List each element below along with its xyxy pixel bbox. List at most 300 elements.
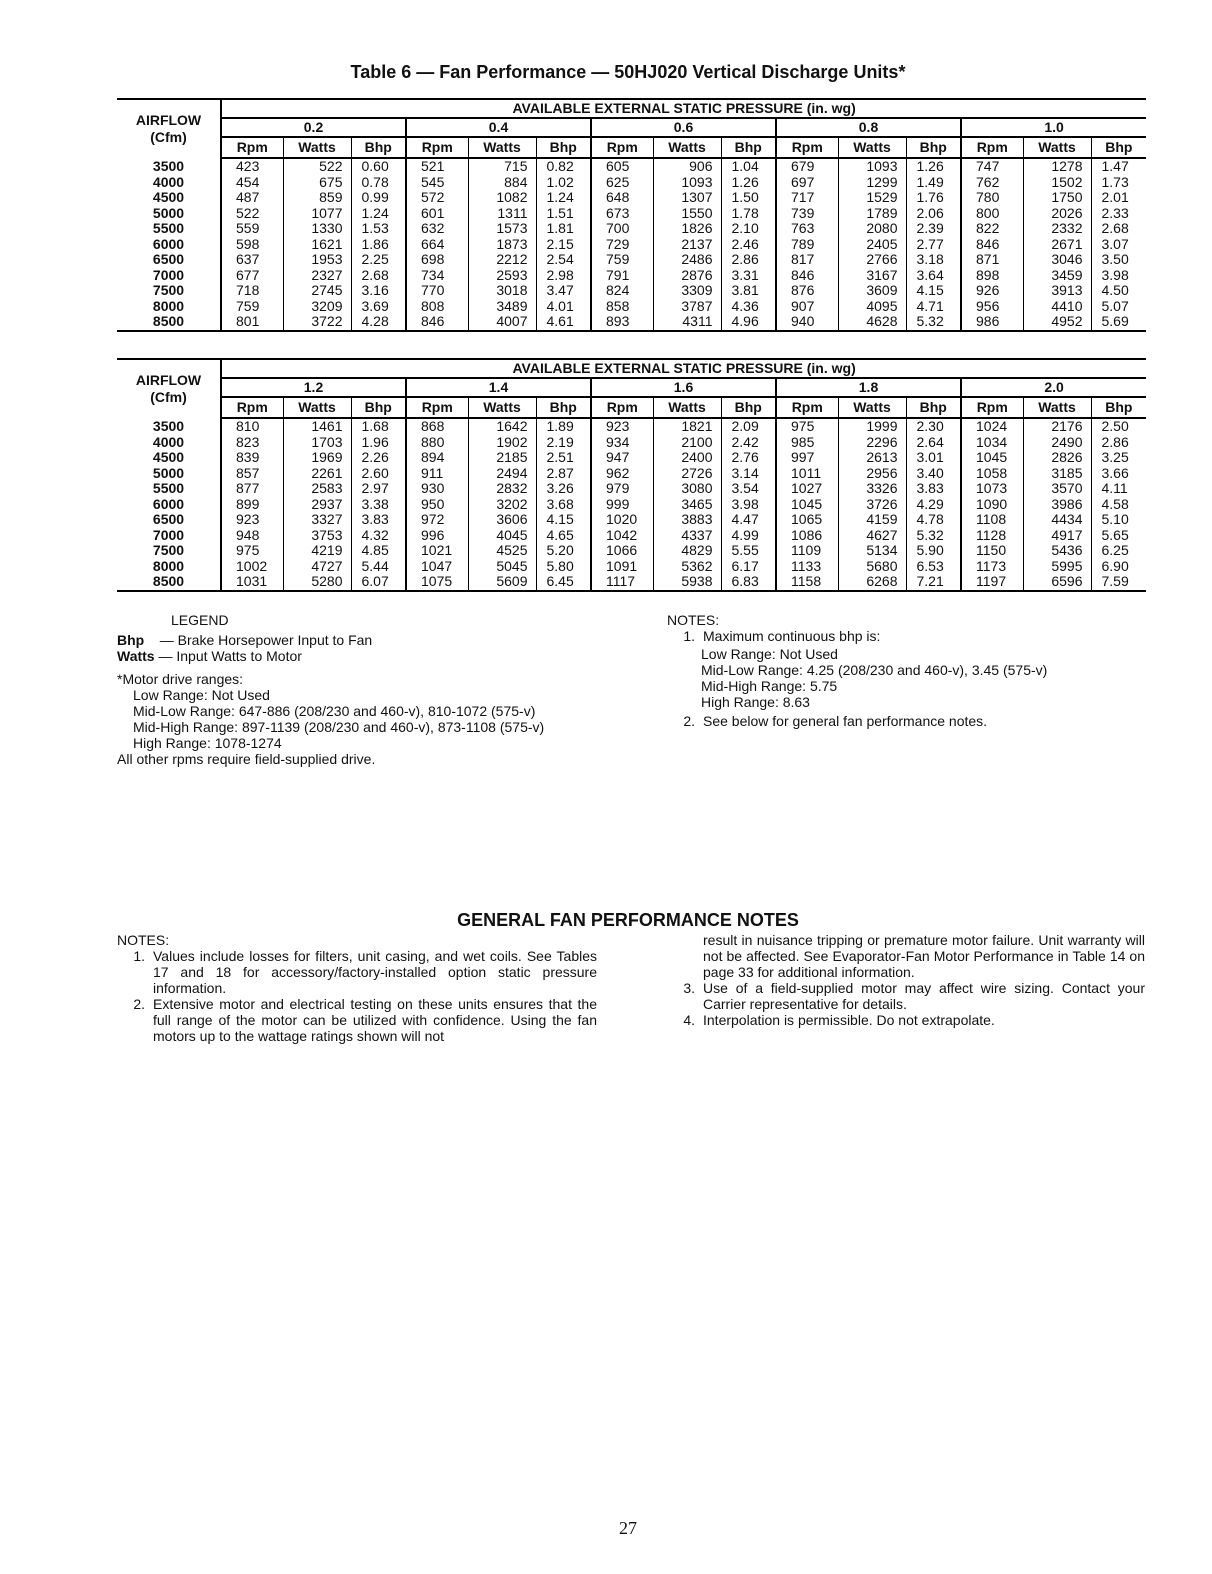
table-cell: 1642	[468, 418, 536, 435]
fan-performance-table-high	[117, 358, 1146, 592]
table-row	[117, 466, 1146, 482]
table-cell: 899	[221, 497, 283, 513]
table-cell: 572	[406, 190, 468, 206]
pressure-header: 1.8	[776, 378, 961, 397]
table-cell: 2026	[1023, 206, 1091, 222]
table-cell: 2.86	[1091, 435, 1146, 451]
table-cell: 5.20	[536, 543, 591, 559]
table-cell: 2.50	[1091, 418, 1146, 435]
table-cell: 822	[961, 221, 1023, 237]
table-cell: 675	[283, 175, 351, 191]
table-cell: 1.51	[536, 206, 591, 222]
column-header-watts: Watts	[283, 137, 351, 158]
table-cell: 871	[961, 252, 1023, 268]
column-header-bhp: Bhp	[351, 137, 406, 158]
table-cell: 2.54	[536, 252, 591, 268]
table-row	[117, 299, 1146, 315]
table-cell: 2.09	[721, 418, 776, 435]
table-cell: 2.33	[1091, 206, 1146, 222]
table-cell: 759	[591, 252, 653, 268]
table-cell: 2176	[1023, 418, 1091, 435]
table-cell: 3787	[653, 299, 721, 315]
table-cell: 0.78	[351, 175, 406, 191]
table-cell: 2.42	[721, 435, 776, 451]
general-notes-left: NOTES: 1. Values include losses for filters, unit casing, and wet coils. See Tables 17 and 18 for accessory/factory-installed option static pressure information. 2. Extensive motor and electrical testing on these units ensures that the full range of the motor can be utilized with confidence. Using the fan motors up to the wattage ratings shown will not	[117, 932, 597, 1044]
table-cell: 6.07	[351, 574, 406, 591]
table-cell: 1077	[283, 206, 351, 222]
table-cell: 3.26	[536, 481, 591, 497]
table-cell: 4628	[838, 314, 906, 331]
table-cell: 1999	[838, 418, 906, 435]
column-header-watts: Watts	[653, 397, 721, 418]
table-cell: 3.38	[351, 497, 406, 513]
table-cell: 3209	[283, 299, 351, 315]
table-cell: 3.68	[536, 497, 591, 513]
table-cell: 1.24	[536, 190, 591, 206]
table-title: Table 6 — Fan Performance — 50HJ020 Vertical Discharge Units*	[350, 62, 906, 82]
table-cell: 1.24	[351, 206, 406, 222]
table-cell: 3609	[838, 283, 906, 299]
table-cell: 4095	[838, 299, 906, 315]
airflow-cell: 4000	[152, 173, 185, 190]
motor-range-midhigh: Mid-High Range: 897-1139 (208/230 and 460-v), 873-1108 (575-v)	[133, 719, 545, 735]
pressure-header: 0.6	[591, 118, 776, 137]
table-cell: 1128	[961, 528, 1023, 544]
table-cell: 3.16	[351, 283, 406, 299]
bhp-low: Low Range: Not Used	[701, 646, 838, 662]
table-cell: 625	[591, 175, 653, 191]
table-cell: 3.07	[1091, 237, 1146, 253]
table-cell: 3.83	[351, 512, 406, 528]
table-cell: 975	[776, 418, 838, 435]
column-header-watts: Watts	[1023, 137, 1091, 158]
table-cell: 3.83	[906, 481, 961, 497]
motor-range-midlow: Mid-Low Range: 647-886 (208/230 and 460-v), 810-1072 (575-v)	[133, 703, 536, 719]
table-cell: 4.47	[721, 512, 776, 528]
general-note-4: Interpolation is permissible. Do not extrapolate.	[703, 1012, 995, 1028]
table-cell: 4525	[468, 543, 536, 559]
table-cell: 0.99	[351, 190, 406, 206]
table-cell: 1109	[776, 543, 838, 559]
table-cell: 2.51	[536, 450, 591, 466]
table-cell: 880	[406, 435, 468, 451]
table-row	[117, 283, 1146, 299]
table-cell: 893	[591, 314, 653, 331]
table-cell: 0.82	[536, 158, 591, 175]
legend	[117, 612, 637, 767]
table-cell: 4917	[1023, 528, 1091, 544]
table-cell: 789	[776, 237, 838, 253]
pressure-header: 0.2	[221, 118, 406, 137]
table-cell: 3.18	[906, 252, 961, 268]
table-cell: 2137	[653, 237, 721, 253]
table-cell: 956	[961, 299, 1023, 315]
table-cell: 2296	[838, 435, 906, 451]
column-header-bhp: Bhp	[536, 137, 591, 158]
table-cell: 1075	[406, 574, 468, 591]
table-cell: 2.98	[536, 268, 591, 284]
table-cell: 717	[776, 190, 838, 206]
column-header-bhp: Bhp	[536, 397, 591, 418]
table-cell: 3.50	[1091, 252, 1146, 268]
pressure-header: 2.0	[961, 378, 1146, 397]
general-notes-label: NOTES:	[117, 932, 170, 948]
table-cell: 1.76	[906, 190, 961, 206]
table-cell: 947	[591, 450, 653, 466]
static-pressure-header: AVAILABLE EXTERNAL STATIC PRESSURE (in. wg)	[221, 359, 1146, 378]
table-cell: 632	[406, 221, 468, 237]
table-row	[117, 190, 1146, 206]
table-row	[117, 559, 1146, 575]
table-cell: 1073	[961, 481, 1023, 497]
column-header-watts: Watts	[468, 137, 536, 158]
airflow-cell: 6500	[152, 511, 185, 527]
table-cell: 2405	[838, 237, 906, 253]
table-cell: 3726	[838, 497, 906, 513]
table-cell: 1873	[468, 237, 536, 253]
table-cell: 846	[406, 314, 468, 331]
table-cell: 2.39	[906, 221, 961, 237]
table-cell: 2332	[1023, 221, 1091, 237]
column-header-rpm: Rpm	[776, 397, 838, 418]
column-header-rpm: Rpm	[221, 397, 283, 418]
table-row	[117, 574, 1146, 591]
table-cell: 2937	[283, 497, 351, 513]
table-row	[117, 435, 1146, 451]
table-row	[117, 543, 1146, 559]
table-cell: 1045	[776, 497, 838, 513]
pressure-header: 1.4	[406, 378, 591, 397]
table-cell: 791	[591, 268, 653, 284]
table-cell: 808	[406, 299, 468, 315]
table-cell: 6.25	[1091, 543, 1146, 559]
table-cell: 950	[406, 497, 468, 513]
table-cell: 637	[221, 252, 283, 268]
table-cell: 3.14	[721, 466, 776, 482]
table-row	[117, 237, 1146, 253]
table-cell: 1150	[961, 543, 1023, 559]
table-cell: 940	[776, 314, 838, 331]
table-cell: 1091	[591, 559, 653, 575]
table-cell: 1902	[468, 435, 536, 451]
airflow-cell: 8000	[152, 557, 185, 574]
table-cell: 3606	[468, 512, 536, 528]
table-cell: 5.90	[906, 543, 961, 559]
table-cell: 718	[221, 283, 283, 299]
column-header-rpm: Rpm	[961, 137, 1023, 158]
table-cell: 3.64	[906, 268, 961, 284]
table-cell: 2.77	[906, 237, 961, 253]
airflow-cell: 8500	[117, 314, 221, 331]
table-cell: 1.73	[1091, 175, 1146, 191]
table-cell: 1461	[283, 418, 351, 435]
table-cell: 823	[221, 435, 283, 451]
table-cell: 3018	[468, 283, 536, 299]
table-cell: 3.31	[721, 268, 776, 284]
table-cell: 5995	[1023, 559, 1091, 575]
table-cell: 1065	[776, 512, 838, 528]
airflow-cell: 4500	[152, 449, 185, 465]
table-cell: 2.26	[351, 450, 406, 466]
table-cell: 1024	[961, 418, 1023, 435]
table-cell: 1.53	[351, 221, 406, 237]
column-header-rpm: Rpm	[961, 397, 1023, 418]
table-cell: 5362	[653, 559, 721, 575]
table-cell: 1082	[468, 190, 536, 206]
table-cell: 763	[776, 221, 838, 237]
table-cell: 3570	[1023, 481, 1091, 497]
general-notes-title: GENERAL FAN PERFORMANCE NOTES	[457, 910, 799, 930]
table-cell: 739	[776, 206, 838, 222]
table-cell: 999	[591, 497, 653, 513]
airflow-cell: 7000	[152, 526, 185, 543]
table-cell: 2726	[653, 466, 721, 482]
general-notes-right: result in nuisance tripping or premature motor failure. Unit warranty will not be affected. See Evaporator-Fan Motor Performance in Table 14 on page 33 for additional information. 3. Use of a field-supplied motor may affect wire sizing. Contact your Carrier representative for details. 4. Interpolation is permissible. Do not extrapolate.	[683, 932, 1145, 1028]
table-cell: 2826	[1023, 450, 1091, 466]
table-cell: 2.68	[1091, 221, 1146, 237]
table-row	[117, 497, 1146, 513]
airflow-cell: 6500	[152, 251, 185, 267]
table-cell: 605	[591, 158, 653, 175]
table-cell: 1093	[653, 175, 721, 191]
table-cell: 1042	[591, 528, 653, 544]
table-cell: 5.44	[351, 559, 406, 575]
table-cell: 1093	[838, 158, 906, 175]
table-cell: 5.32	[906, 314, 961, 331]
table-cell: 3883	[653, 512, 721, 528]
table-cell: 898	[961, 268, 1023, 284]
table-notes: NOTES: 1. Maximum continuous bhp is: Low Range: Not Used Mid-Low Range: 4.25 (208/230 and 460-v), 3.45 (575-v) Mid-High Range: 5.75 High Range: 8.63 2. See below for general fan performance notes.	[667, 612, 1147, 729]
table-cell: 1330	[283, 221, 351, 237]
table-cell: 2766	[838, 252, 906, 268]
table-cell: 2327	[283, 268, 351, 284]
table-cell: 3046	[1023, 252, 1091, 268]
table-cell: 1.49	[906, 175, 961, 191]
table-cell: 729	[591, 237, 653, 253]
table-row	[117, 158, 1146, 175]
column-header-bhp: Bhp	[721, 397, 776, 418]
fan-performance-table-low	[117, 98, 1146, 332]
table-cell: 1.04	[721, 158, 776, 175]
motor-drive-title: *Motor drive ranges:	[117, 671, 244, 687]
table-cell: 3913	[1023, 283, 1091, 299]
table-cell: 2261	[283, 466, 351, 482]
table-cell: 1021	[406, 543, 468, 559]
table-cell: 1173	[961, 559, 1023, 575]
table-cell: 3753	[283, 528, 351, 544]
table-cell: 6.83	[721, 574, 776, 591]
bhp-midhigh: Mid-High Range: 5.75	[701, 678, 838, 694]
table-cell: 1090	[961, 497, 1023, 513]
table-cell: 3986	[1023, 497, 1091, 513]
column-header-watts: Watts	[838, 137, 906, 158]
table-cell: 664	[406, 237, 468, 253]
table-cell: 1550	[653, 206, 721, 222]
note-1: Maximum continuous bhp is:	[703, 628, 881, 644]
table-cell: 3722	[283, 314, 351, 331]
table-cell: 858	[591, 299, 653, 315]
table-cell: 4952	[1023, 314, 1091, 331]
table-cell: 4311	[653, 314, 721, 331]
table-cell: 5.32	[906, 528, 961, 544]
table-cell: 679	[776, 158, 838, 175]
table-cell: 3327	[283, 512, 351, 528]
table-cell: 677	[221, 268, 283, 284]
table-cell: 1821	[653, 418, 721, 435]
table-cell: 884	[468, 175, 536, 191]
table-cell: 839	[221, 450, 283, 466]
table-cell: 877	[221, 481, 283, 497]
table-cell: 2185	[468, 450, 536, 466]
table-cell: 487	[221, 190, 283, 206]
table-cell: 2671	[1023, 237, 1091, 253]
table-cell: 1703	[283, 435, 351, 451]
table-cell: 2.46	[721, 237, 776, 253]
table-cell: 5280	[283, 574, 351, 591]
table-cell: 598	[221, 237, 283, 253]
table-cell: 5680	[838, 559, 906, 575]
table-cell: 1011	[776, 466, 838, 482]
table-cell: 3.98	[1091, 268, 1146, 284]
column-header-watts: Watts	[1023, 397, 1091, 418]
column-header-rpm: Rpm	[776, 137, 838, 158]
column-header-bhp: Bhp	[351, 397, 406, 418]
table-cell: 975	[221, 543, 283, 559]
table-cell: 979	[591, 481, 653, 497]
general-note-3: Use of a field-supplied motor may affect wire sizing. Contact your Carrier representative for details.	[703, 980, 1145, 1012]
airflow-cell: 8000	[152, 297, 185, 314]
bhp-midlow: Mid-Low Range: 4.25 (208/230 and 460-v), 3.45 (575-v)	[701, 662, 1048, 678]
table-cell: 5134	[838, 543, 906, 559]
table-cell: 930	[406, 481, 468, 497]
table-cell: 934	[591, 435, 653, 451]
airflow-cell: 3500	[152, 157, 185, 174]
table-cell: 521	[406, 158, 468, 175]
table-cell: 6.17	[721, 559, 776, 575]
table-cell: 2.87	[536, 466, 591, 482]
table-cell: 3.25	[1091, 450, 1146, 466]
table-cell: 2100	[653, 435, 721, 451]
table-cell: 4007	[468, 314, 536, 331]
airflow-cell: 3500	[152, 417, 185, 434]
table-cell: 6.53	[906, 559, 961, 575]
table-cell: 2486	[653, 252, 721, 268]
general-note-1: Values include losses for filters, unit casing, and wet coils. See Tables 17 and 18 for accessory/factory-installed option static pressure information.	[153, 948, 597, 996]
table-cell: 3080	[653, 481, 721, 497]
table-cell: 4.36	[721, 299, 776, 315]
table-cell: 2.76	[721, 450, 776, 466]
table-cell: 4.78	[906, 512, 961, 528]
table-cell: 1108	[961, 512, 1023, 528]
table-cell: 5.69	[1091, 314, 1146, 331]
table-cell: 559	[221, 221, 283, 237]
table-cell: 985	[776, 435, 838, 451]
table-cell: 4219	[283, 543, 351, 559]
table-cell: 1.78	[721, 206, 776, 222]
table-cell: 1197	[961, 574, 1023, 591]
table-cell: 5.65	[1091, 528, 1146, 544]
column-header-watts: Watts	[283, 397, 351, 418]
airflow-cell: 7000	[152, 266, 185, 283]
table-cell: 545	[406, 175, 468, 191]
table-cell: 4.96	[721, 314, 776, 331]
table-cell: 3.01	[906, 450, 961, 466]
table-cell: 1.86	[351, 237, 406, 253]
table-cell: 6.45	[536, 574, 591, 591]
motor-range-low: Low Range: Not Used	[133, 687, 270, 703]
airflow-cell: 4500	[152, 189, 185, 205]
table-cell: 3309	[653, 283, 721, 299]
airflow-header: AIRFLOW (Cfm)	[117, 359, 221, 418]
table-cell: 907	[776, 299, 838, 315]
table-cell: 700	[591, 221, 653, 237]
table-cell: 1086	[776, 528, 838, 544]
table-cell: 697	[776, 175, 838, 191]
table-cell: 2.15	[536, 237, 591, 253]
table-cell: 972	[406, 512, 468, 528]
pressure-header: 1.0	[961, 118, 1146, 137]
table-cell: 859	[283, 190, 351, 206]
table-row	[117, 528, 1146, 544]
table-cell: 962	[591, 466, 653, 482]
table-cell: 1002	[221, 559, 283, 575]
table-cell: 2.25	[351, 252, 406, 268]
table-cell: 1027	[776, 481, 838, 497]
table-cell: 1.47	[1091, 158, 1146, 175]
table-cell: 1034	[961, 435, 1023, 451]
pressure-header: 1.2	[221, 378, 406, 397]
column-header-rpm: Rpm	[406, 397, 468, 418]
table-cell: 3167	[838, 268, 906, 284]
note-2: See below for general fan performance notes.	[703, 713, 988, 729]
table-cell: 1502	[1023, 175, 1091, 191]
table-cell: 846	[776, 268, 838, 284]
table-row	[117, 481, 1146, 497]
table-cell: 7.21	[906, 574, 961, 591]
table-cell: 3.69	[351, 299, 406, 315]
table-cell: 1058	[961, 466, 1023, 482]
pressure-header: 1.6	[591, 378, 776, 397]
table-cell: 673	[591, 206, 653, 222]
table-row	[117, 418, 1146, 435]
table-cell: 5.80	[536, 559, 591, 575]
table-cell: 4.15	[536, 512, 591, 528]
column-header-bhp: Bhp	[906, 137, 961, 158]
airflow-cell: 5000	[152, 464, 185, 481]
table-cell: 5938	[653, 574, 721, 591]
table-cell: 0.60	[351, 158, 406, 175]
table-cell: 1031	[221, 574, 283, 591]
table-cell: 3465	[653, 497, 721, 513]
table-cell: 3185	[1023, 466, 1091, 482]
table-cell: 1.96	[351, 435, 406, 451]
table-cell: 4.58	[1091, 497, 1146, 513]
table-cell: 800	[961, 206, 1023, 222]
motor-range-high: High Range: 1078-1274	[133, 735, 282, 751]
table-cell: 4.01	[536, 299, 591, 315]
column-header-bhp: Bhp	[1091, 397, 1146, 418]
table-cell: 6596	[1023, 574, 1091, 591]
table-cell: 923	[221, 512, 283, 528]
table-cell: 4434	[1023, 512, 1091, 528]
table-cell: 906	[653, 158, 721, 175]
table-cell: 3459	[1023, 268, 1091, 284]
table-row	[117, 268, 1146, 284]
table-cell: 6.90	[1091, 559, 1146, 575]
table-cell: 810	[221, 418, 283, 435]
table-cell: 2593	[468, 268, 536, 284]
table-cell: 948	[221, 528, 283, 544]
